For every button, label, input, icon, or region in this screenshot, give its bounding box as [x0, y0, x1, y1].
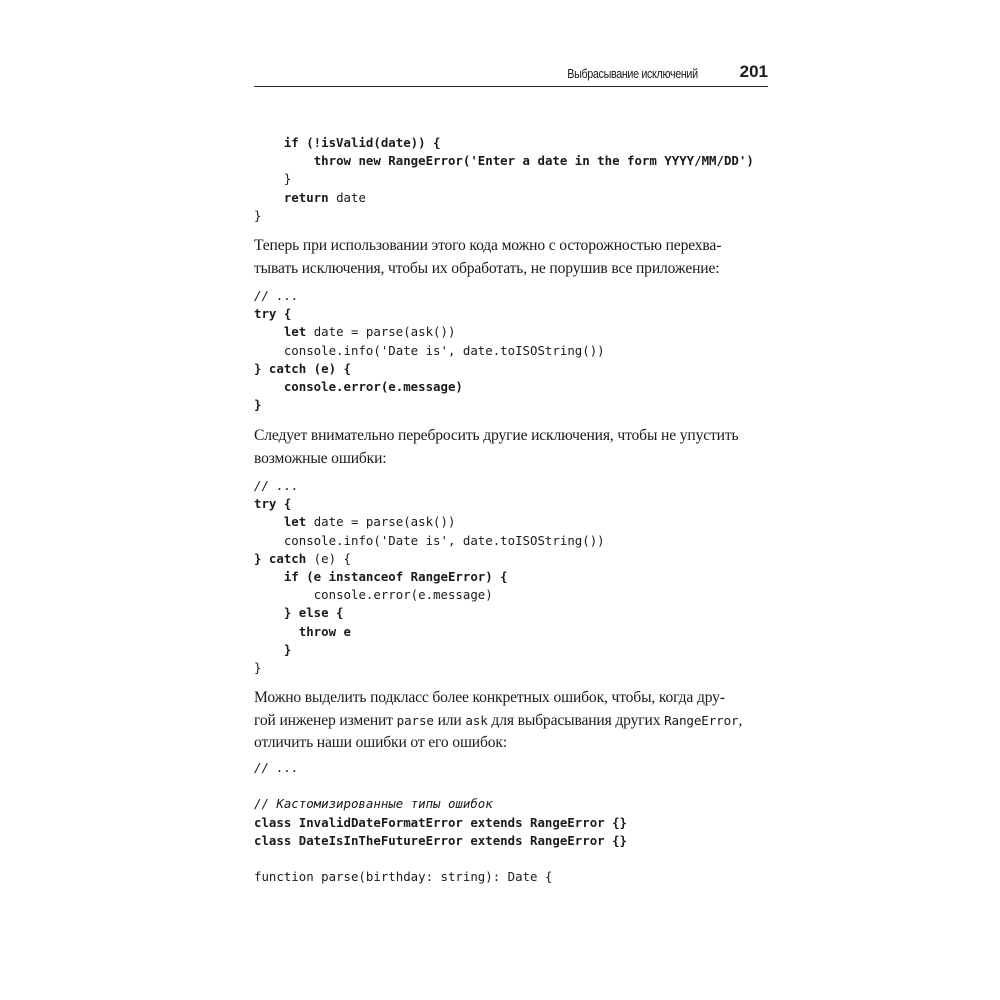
- code-line: try {: [254, 306, 292, 322]
- code-line: }: [283, 641, 292, 657]
- code-line: console.info('Date is', date.toISOString()): [283, 532, 605, 548]
- page-number: 201: [739, 62, 768, 81]
- inline-code: parse: [396, 712, 434, 728]
- code-block-custom-errors: [254, 759, 627, 886]
- code-line: date: [328, 189, 366, 205]
- paragraph-rethrow: [254, 425, 768, 470]
- code-line: try {: [254, 496, 292, 512]
- text-line: возможные ошибки:: [254, 449, 387, 467]
- code-line: console.info('Date is', date.toISOString()): [283, 342, 605, 358]
- running-head-title: Выбрасывание исключений: [567, 67, 698, 81]
- code-line: }: [283, 171, 292, 187]
- code-line: class DateIsInTheFutureError extends RangeError {}: [254, 832, 627, 848]
- code-line: }: [254, 207, 262, 223]
- code-line: }: [254, 660, 262, 676]
- text-line: гой инженер изменит parse или ask для выбрасывания других RangeError,: [254, 711, 743, 729]
- text-line: тывать исключения, чтобы их обработать, не порушив все приложение:: [254, 259, 720, 277]
- paragraph-catch-intro: [254, 235, 768, 280]
- paragraph-subclass: [254, 687, 768, 755]
- code-line: if (!isValid(date)) {: [283, 135, 441, 150]
- code-line: date = parse(ask()): [306, 514, 456, 530]
- text-line: Можно выделить подкласс более конкретных ошибок, чтобы, когда дру-: [254, 689, 725, 706]
- code-comment: // ...: [254, 288, 299, 303]
- code-block-try-catch: [254, 287, 605, 414]
- code-comment: // ...: [254, 760, 299, 775]
- code-line: throw e: [298, 623, 351, 639]
- book-page: [254, 0, 768, 1000]
- code-keyword: } catch: [254, 550, 307, 566]
- code-line: class InvalidDateFormatError extends RangeError {}: [254, 814, 627, 830]
- text-line: Теперь при использовании этого кода можно с осторожностью перехва-: [254, 237, 722, 254]
- code-block-validation: [254, 134, 754, 225]
- inline-code: ask: [465, 712, 488, 728]
- code-line: throw new RangeError('Enter a date in the form YYYY/MM/DD'): [313, 153, 754, 169]
- inline-code: RangeError: [664, 712, 739, 728]
- code-block-rethrow: [254, 477, 605, 677]
- code-comment: // ...: [254, 478, 299, 493]
- code-line: } else {: [283, 605, 344, 621]
- code-line: (e) {: [306, 550, 351, 566]
- code-line: if (e instanceof RangeError) {: [283, 569, 508, 585]
- code-line: }: [254, 397, 262, 413]
- code-keyword: let: [283, 514, 307, 530]
- code-keyword: let: [283, 324, 307, 340]
- text-line: Следует внимательно перебросить другие исключения, чтобы не упустить: [254, 427, 739, 444]
- code-line: } catch (e) {: [254, 360, 351, 376]
- running-head: [254, 62, 768, 87]
- code-comment: // Кастомизированные типы ошибок: [254, 796, 493, 812]
- code-line: date = parse(ask()): [306, 324, 456, 340]
- code-line: console.error(e.message): [283, 379, 463, 395]
- code-line: console.error(e.message): [313, 587, 493, 603]
- code-keyword: return: [283, 189, 329, 205]
- text-line: отличить наши ошибки от его ошибок:: [254, 734, 508, 751]
- code-line: function parse(birthday: string): Date {: [254, 869, 553, 885]
